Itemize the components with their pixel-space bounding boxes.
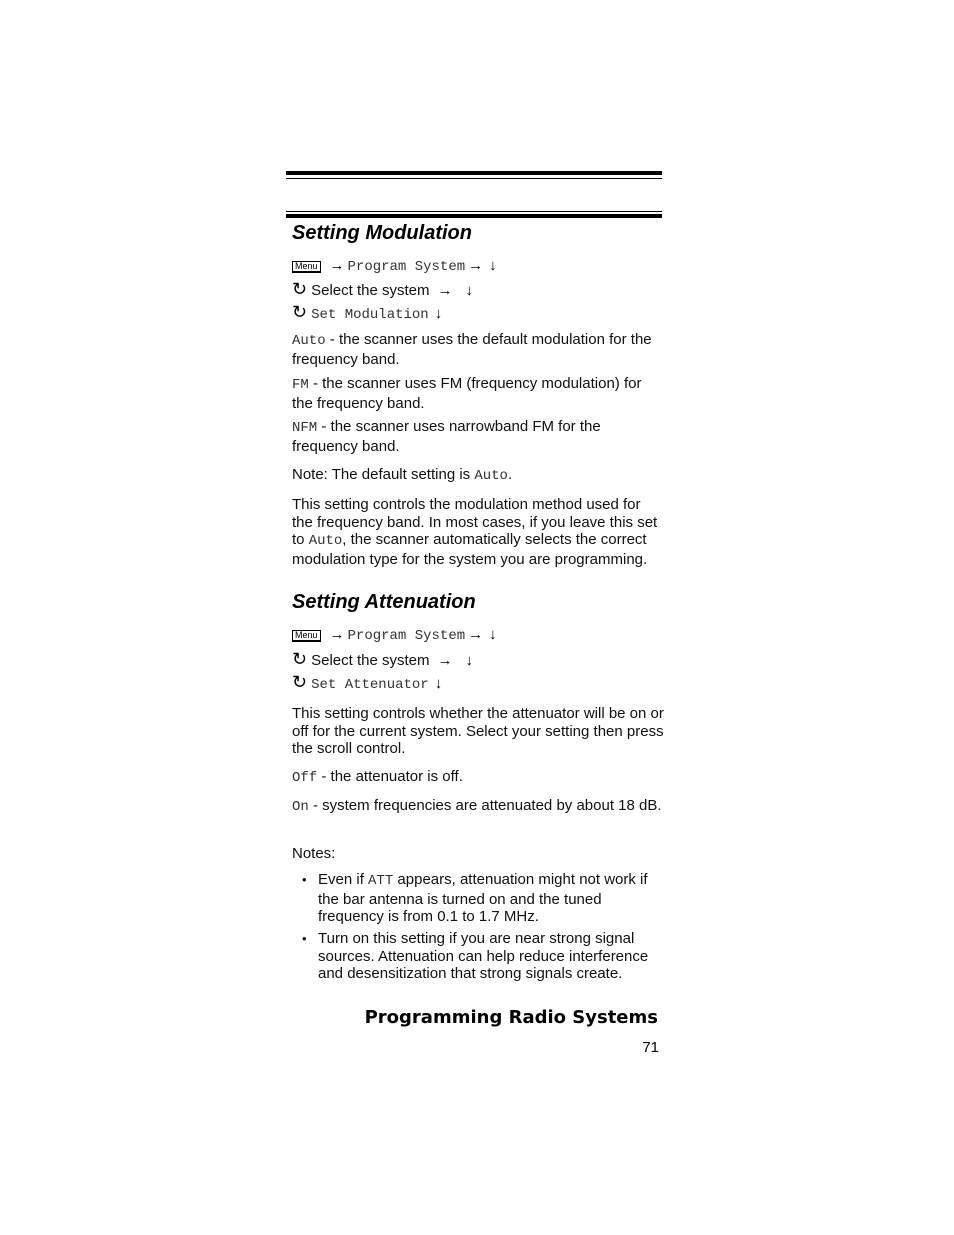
arrow-down-icon: ↓ (489, 626, 497, 643)
nav-line-menu (292, 256, 500, 277)
page-number: 71 (642, 1039, 659, 1056)
nav-set-modulation: Set Modulation (311, 307, 429, 323)
chapter-title: Programming Radio Systems (364, 1007, 658, 1028)
nav-select-system: Select the system (311, 282, 430, 299)
nav-program-system: Program System (347, 259, 466, 275)
arrow-down-icon: ↓ (465, 282, 473, 299)
option-code: NFM (292, 420, 318, 436)
nav-set-attenuator: Set Attenuator (311, 677, 429, 693)
para-text: , the scanner automatically selects the correct modulation type for the system you are programming. (292, 531, 648, 568)
bullet-text: appears, attenuation might not work if the bar antenna is turned on and the tuned frequency is from 0.1 to 1.7 MHz. (318, 871, 648, 925)
arrow-right-icon: → (437, 282, 453, 299)
option-desc: - the attenuator is off. (317, 768, 463, 785)
scroll-control-icon: ↻ (292, 649, 308, 669)
arrow-down-icon: ↓ (434, 675, 443, 692)
bullet-icon: • (302, 931, 307, 946)
header-rule-thin (286, 178, 662, 179)
arrow-right-icon: → (468, 257, 484, 274)
nav-line-select (292, 649, 476, 671)
arrow-down-icon: ↓ (489, 257, 497, 274)
option-desc: - the scanner uses narrowband FM for the frequency band. (292, 418, 601, 455)
arrow-down-icon: ↓ (465, 652, 473, 669)
option-auto (292, 331, 664, 368)
scroll-control-icon: ↻ (292, 672, 308, 692)
section-rule-thick (286, 214, 662, 218)
nav-line-menu (292, 625, 500, 646)
para-code: Auto (308, 533, 343, 549)
nav-line-set-modulation (292, 302, 445, 325)
nav-line-set-attenuator (292, 672, 445, 695)
nav-select-system: Select the system (311, 652, 430, 669)
option-code: Off (292, 770, 318, 786)
scroll-control-icon: ↻ (292, 302, 308, 322)
nav-program-system: Program System (347, 628, 466, 644)
header-rule-thick (286, 171, 662, 175)
para-text: This setting controls the modulation method used for the frequency band. In most cases, if you leave this set to (292, 496, 658, 548)
bullet-code: ATT (368, 873, 394, 889)
arrow-down-icon: ↓ (434, 305, 443, 322)
section-title-modulation: Setting Modulation (292, 222, 472, 244)
option-code: On (292, 799, 309, 815)
modulation-paragraph (292, 496, 664, 568)
option-off (292, 768, 664, 788)
option-code: FM (292, 377, 309, 393)
arrow-right-icon: → (329, 626, 345, 643)
note-bullet-1 (318, 871, 664, 926)
menu-key-icon: Menu (292, 261, 321, 273)
notes-label: Notes: (292, 845, 336, 862)
attenuation-intro: This setting controls whether the attenuator will be on or off for the current system. Select your setting then press the scroll control. (292, 705, 664, 757)
nav-line-select (292, 279, 476, 301)
default-note (292, 466, 664, 486)
note-suffix: . (507, 466, 513, 483)
option-on (292, 797, 664, 817)
arrow-right-icon: → (468, 626, 484, 643)
option-desc: - the scanner uses the default modulation for the frequency band. (292, 331, 652, 368)
option-fm (292, 375, 664, 412)
option-nfm (292, 418, 664, 455)
option-desc: - the scanner uses FM (frequency modulation) for the frequency band. (292, 375, 642, 412)
arrow-right-icon: → (329, 257, 345, 274)
option-desc: - system frequencies are attenuated by about 18 dB. (308, 797, 662, 814)
scroll-control-icon: ↻ (292, 279, 308, 299)
note-code: Auto (474, 468, 508, 484)
menu-key-icon: Menu (292, 630, 321, 642)
note-bullet-2: Turn on this setting if you are near strong signal sources. Attenuation can help reduce interference and desensitization that strong signals create. (318, 930, 649, 982)
section-rule-thin (286, 211, 662, 212)
arrow-right-icon: → (437, 652, 453, 669)
section-title-attenuation: Setting Attenuation (292, 591, 476, 613)
bullet-icon: • (302, 872, 307, 887)
bullet-text: Even if (318, 871, 369, 888)
note-text: Note: The default setting is (292, 466, 475, 483)
option-code: Auto (292, 333, 326, 349)
